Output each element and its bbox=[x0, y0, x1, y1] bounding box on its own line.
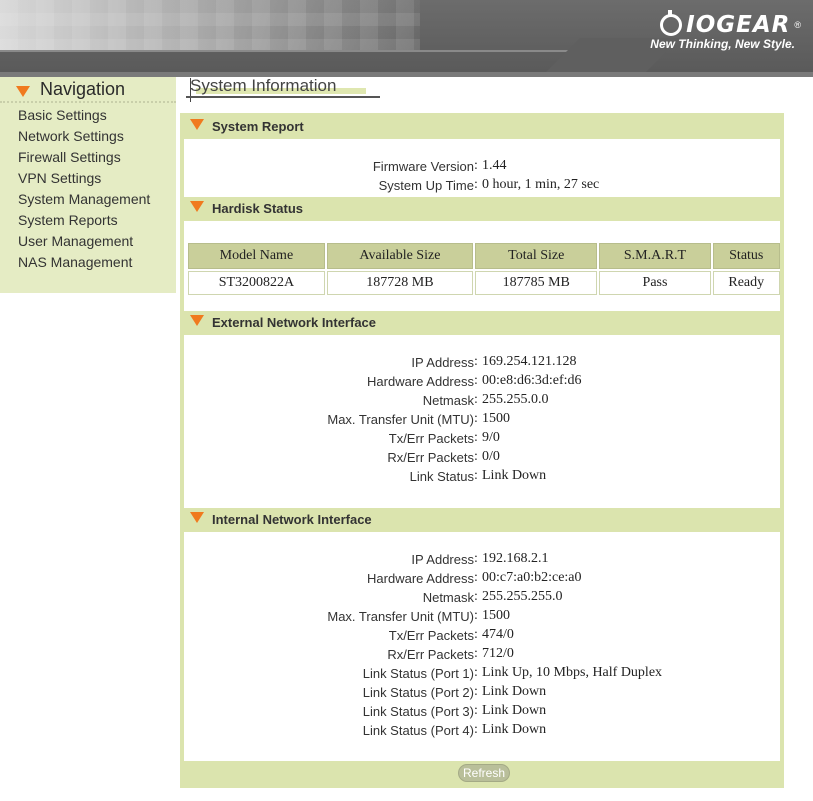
kv-label: Link Status bbox=[409, 469, 474, 484]
header-line bbox=[0, 50, 600, 52]
kv-row bbox=[184, 177, 780, 196]
kv-row bbox=[184, 627, 780, 646]
kv-row bbox=[184, 608, 780, 627]
orange-triangle-icon bbox=[190, 315, 204, 326]
nav-item-network-settings[interactable]: Network Settings bbox=[18, 128, 124, 144]
internal-network-header bbox=[180, 508, 784, 530]
section-title: Internal Network Interface bbox=[212, 511, 372, 527]
kv-value: 1500 bbox=[482, 608, 510, 623]
kv-value: 192.168.2.1 bbox=[482, 551, 549, 566]
external-network-header bbox=[180, 311, 784, 333]
column-header: Status bbox=[713, 243, 780, 269]
kv-value: 255.255.0.0 bbox=[482, 392, 549, 407]
kv-value: Link Down bbox=[482, 468, 547, 483]
table-cell: 187785 MB bbox=[475, 271, 597, 295]
kv-separator: : bbox=[474, 430, 478, 445]
kv-row bbox=[184, 373, 780, 392]
kv-row bbox=[184, 158, 780, 177]
kv-row bbox=[184, 430, 780, 449]
kv-separator: : bbox=[474, 158, 478, 173]
table-header-row bbox=[188, 243, 780, 269]
kv-label: Max. Transfer Unit (MTU) bbox=[327, 412, 474, 427]
orange-triangle-icon bbox=[16, 86, 30, 97]
system-report-body bbox=[184, 139, 780, 197]
logo-text: IOGEAR bbox=[686, 12, 791, 38]
kv-separator: : bbox=[474, 627, 478, 642]
system-information-panel bbox=[180, 113, 784, 788]
kv-separator: : bbox=[474, 684, 478, 699]
table-cell: ST3200822A bbox=[188, 271, 325, 295]
kv-row bbox=[184, 392, 780, 411]
kv-label: IP Address bbox=[411, 552, 474, 567]
table-cell: Ready bbox=[713, 271, 780, 295]
system-report-header bbox=[180, 115, 784, 137]
nav-item-basic-settings[interactable]: Basic Settings bbox=[18, 107, 107, 123]
kv-label: IP Address bbox=[411, 355, 474, 370]
kv-label: Firmware Version bbox=[372, 159, 474, 174]
kv-separator: : bbox=[474, 703, 478, 718]
kv-value: 9/0 bbox=[482, 430, 500, 445]
kv-separator: : bbox=[474, 665, 478, 680]
kv-label: Link Status (Port 4) bbox=[362, 723, 474, 738]
kv-separator: : bbox=[474, 608, 478, 623]
kv-row bbox=[184, 646, 780, 665]
table-row bbox=[188, 271, 780, 295]
kv-value: 00:c7:a0:b2:ce:a0 bbox=[482, 570, 582, 585]
kv-value: 712/0 bbox=[482, 646, 514, 661]
nav-item-user-management[interactable]: User Management bbox=[18, 233, 134, 249]
kv-separator: : bbox=[474, 589, 478, 604]
column-header: Total Size bbox=[475, 243, 597, 269]
kv-value: Link Down bbox=[482, 722, 547, 737]
kv-row bbox=[184, 665, 780, 684]
hardisk-table bbox=[186, 241, 782, 297]
kv-separator: : bbox=[474, 570, 478, 585]
nav-item-firewall-settings[interactable]: Firewall Settings bbox=[18, 149, 121, 165]
kv-value: 255.255.255.0 bbox=[482, 589, 563, 604]
kv-row bbox=[184, 411, 780, 430]
column-header: Available Size bbox=[327, 243, 473, 269]
internal-network-body bbox=[184, 532, 780, 761]
kv-separator: : bbox=[474, 468, 478, 483]
kv-value: 474/0 bbox=[482, 627, 514, 642]
kv-label: Hardware Address bbox=[367, 571, 474, 586]
section-title: External Network Interface bbox=[212, 314, 377, 330]
kv-row bbox=[184, 703, 780, 722]
navigation-title-text: Navigation bbox=[40, 79, 126, 99]
kv-separator: : bbox=[474, 411, 478, 426]
nav-list bbox=[18, 106, 150, 274]
kv-label: Netmask bbox=[422, 393, 474, 408]
nav-item-vpn-settings[interactable]: VPN Settings bbox=[18, 170, 102, 186]
kv-label: Rx/Err Packets bbox=[387, 450, 474, 465]
kv-label: Tx/Err Packets bbox=[388, 628, 474, 643]
nav-item-system-reports[interactable]: System Reports bbox=[18, 212, 118, 228]
kv-label: Link Status (Port 1) bbox=[362, 666, 474, 681]
header-banner bbox=[0, 0, 813, 72]
nav-divider bbox=[0, 101, 176, 103]
column-header: S.M.A.R.T bbox=[599, 243, 710, 269]
table-cell: Pass bbox=[599, 271, 710, 295]
kv-label: Hardware Address bbox=[367, 374, 474, 389]
kv-label: Max. Transfer Unit (MTU) bbox=[327, 609, 474, 624]
refresh-button[interactable]: Refresh bbox=[458, 764, 510, 782]
external-network-body bbox=[184, 335, 780, 508]
kv-separator: : bbox=[474, 177, 478, 192]
orange-triangle-icon bbox=[190, 201, 204, 212]
kv-label: Netmask bbox=[422, 590, 474, 605]
registered-mark: ® bbox=[794, 20, 801, 30]
kv-value: Link Down bbox=[482, 703, 547, 718]
kv-row bbox=[184, 551, 780, 570]
section-title: Hardisk Status bbox=[212, 200, 304, 216]
kv-value: 1.44 bbox=[482, 158, 507, 173]
kv-label: Link Status (Port 3) bbox=[362, 704, 474, 719]
header-mosaic bbox=[0, 0, 420, 52]
kv-separator: : bbox=[474, 722, 478, 737]
kv-value: 00:e8:d6:3d:ef:d6 bbox=[482, 373, 582, 388]
title-underline bbox=[186, 96, 380, 98]
kv-separator: : bbox=[474, 373, 478, 388]
kv-label: Tx/Err Packets bbox=[388, 431, 474, 446]
kv-value: Link Up, 10 Mbps, Half Duplex bbox=[482, 665, 663, 680]
navigation-title bbox=[16, 79, 125, 100]
kv-separator: : bbox=[474, 354, 478, 369]
kv-separator: : bbox=[474, 449, 478, 464]
column-header: Model Name bbox=[188, 243, 325, 269]
kv-row bbox=[184, 684, 780, 703]
kv-label: System Up Time bbox=[378, 178, 474, 193]
hardisk-status-header bbox=[180, 197, 784, 219]
kv-row bbox=[184, 570, 780, 589]
kv-row bbox=[184, 722, 780, 741]
kv-value: 1500 bbox=[482, 411, 510, 426]
kv-row bbox=[184, 354, 780, 373]
brand-slogan: New Thinking, New Style. bbox=[650, 37, 795, 51]
iogear-logo-icon bbox=[660, 14, 682, 36]
page-title: System Information bbox=[190, 76, 337, 95]
kv-separator: : bbox=[474, 551, 478, 566]
nav-item-nas-management[interactable]: NAS Management bbox=[18, 254, 133, 270]
kv-label: Rx/Err Packets bbox=[387, 647, 474, 662]
orange-triangle-icon bbox=[190, 512, 204, 523]
kv-value: 0 hour, 1 min, 27 sec bbox=[482, 177, 600, 192]
kv-value: 0/0 bbox=[482, 449, 500, 464]
hardisk-status-body bbox=[184, 221, 780, 311]
section-title: System Report bbox=[212, 118, 304, 134]
kv-separator: : bbox=[474, 646, 478, 661]
kv-value: Link Down bbox=[482, 684, 547, 699]
kv-separator: : bbox=[474, 392, 478, 407]
orange-triangle-icon bbox=[190, 119, 204, 130]
kv-row bbox=[184, 589, 780, 608]
kv-value: 169.254.121.128 bbox=[482, 354, 577, 369]
kv-row bbox=[184, 468, 780, 487]
nav-item-system-management[interactable]: System Management bbox=[18, 191, 151, 207]
kv-label: Link Status (Port 2) bbox=[362, 685, 474, 700]
kv-row bbox=[184, 449, 780, 468]
sidebar-navigation bbox=[0, 77, 176, 293]
table-cell: 187728 MB bbox=[327, 271, 473, 295]
brand-logo bbox=[660, 12, 801, 38]
